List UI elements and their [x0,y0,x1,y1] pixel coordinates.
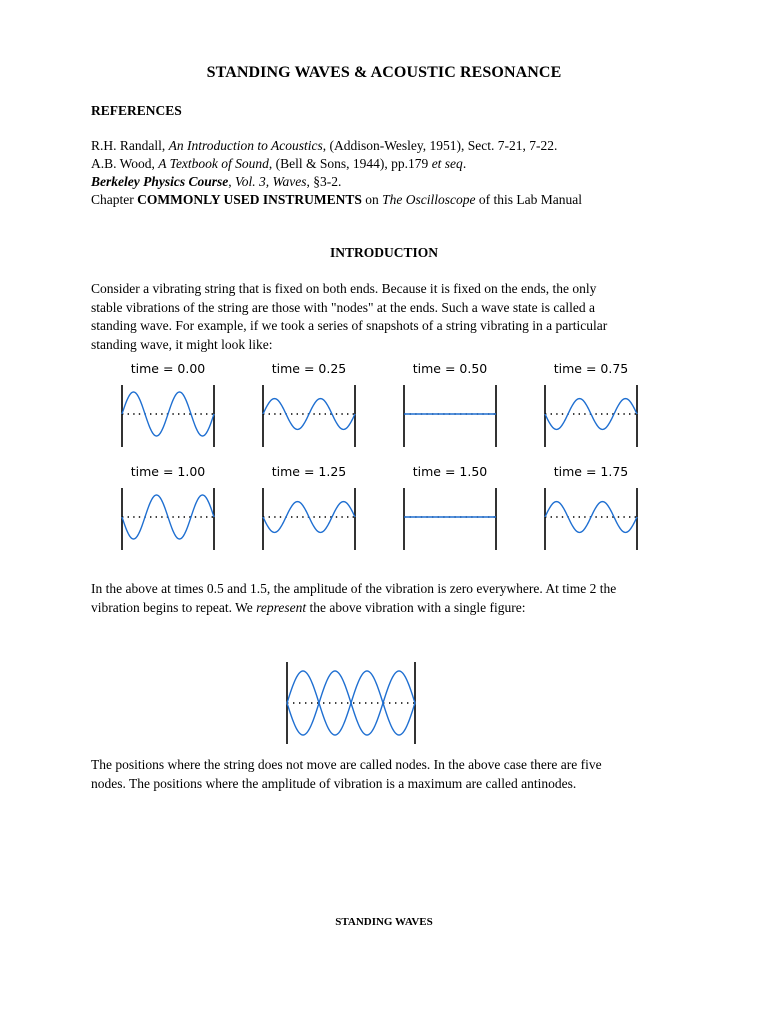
text-run: Vol. 3, Waves [235,174,307,189]
reference-entry [91,191,582,209]
reference-entry [91,155,582,173]
snapshot-figure [541,464,641,564]
references-heading: REFERENCES [91,103,182,118]
snapshot-figure [118,464,218,564]
snapshot-label: time = 1.50 [412,464,488,479]
text-run: et seq [431,156,463,171]
text-run: COMMONLY USED INSTRUMENTS [137,192,362,207]
text-run: A.B. Wood, [91,156,159,171]
text-run: , §3-2. [306,174,342,189]
snapshot-label: time = 0.50 [412,361,488,376]
snapshot-label: time = 1.75 [553,464,629,479]
text-run: In the above at times 0.5 and 1.5, the amplitude of the vibration is zero everywhere. At time 2 the [91,581,617,596]
snapshot-wave-plot [400,381,500,461]
second-paragraph [91,580,681,617]
snapshot-wave-plot [259,484,359,564]
string-wave [122,495,214,539]
intro-line: Consider a vibrating string that is fixed on both ends. Because it is fixed on the ends, the only [91,281,597,296]
reference-entry [91,137,582,155]
snapshot-figure [259,361,359,461]
snapshot-wave-plot [259,381,359,461]
text-run: . [462,156,467,171]
string-wave [545,502,637,533]
references-list [91,137,582,209]
snapshot-wave-plot [118,484,218,564]
document-title: STANDING WAVES & ACOUSTIC RESONANCE [206,64,562,81]
nodes-line: The positions where the string does not move are called nodes. In the above case there are five [91,757,602,772]
text-run: The Oscilloscope [382,192,476,207]
page-footer: STANDING WAVES [335,916,433,928]
snapshot-label: time = 1.25 [271,464,347,479]
intro-line: standing wave, it might look like: [91,336,273,352]
snapshot-figure [259,464,359,564]
snapshot-label: time = 0.75 [553,361,629,376]
text-run: the above vibration with a single figure: [306,599,526,615]
text-run: , [228,174,235,189]
text-run: vibration begins to repeat. We [91,599,257,615]
string-wave [122,392,214,436]
text-run: Berkeley Physics Course [91,174,229,189]
nodes-line: nodes. The positions where the amplitude of vibration is a maximum are called antinodes. [91,775,577,791]
snapshot-wave-plot [118,381,218,461]
paragraph-line [91,580,681,599]
snapshot-wave-plot [541,484,641,564]
text-run: , (Addison-Wesley, 1951), Sect. 7-21, 7-22. [322,138,558,153]
paragraph-line [91,599,681,618]
snapshot-wave-plot [400,484,500,564]
text-run: of this Lab Manual [475,192,583,207]
text-run: Chapter [91,192,138,207]
snapshot-label: time = 1.00 [130,464,206,479]
text-run: R.H. Randall, [91,138,169,153]
snapshot-wave-plot [541,381,641,461]
intro-line: stable vibrations of the string are those with "nodes" at the ends. Such a wave state is called a [91,299,596,315]
reference-entry [91,173,582,191]
standing-wave-envelope-figure [284,660,418,746]
text-run: A Textbook of Sound [158,156,269,171]
string-wave [263,502,355,533]
intro-paragraph [91,280,681,354]
text-run: An Introduction to Acoustics [168,138,323,153]
snapshot-label: time = 0.25 [271,361,347,376]
snapshot-figure [400,464,500,564]
introduction-heading: INTRODUCTION [329,245,438,260]
text-run: represent [256,599,307,615]
snapshot-figure [118,361,218,461]
snapshot-figure [400,361,500,461]
snapshot-label: time = 0.00 [130,361,206,376]
intro-line: standing wave. For example, if we took a series of snapshots of a string vibrating in a particular [91,318,608,333]
string-wave [263,399,355,430]
snapshot-figure [541,361,641,461]
text-run: , (Bell & Sons, 1944), pp.179 [268,156,432,171]
third-paragraph [91,756,681,793]
text-run: on [361,192,383,207]
string-wave [545,399,637,430]
